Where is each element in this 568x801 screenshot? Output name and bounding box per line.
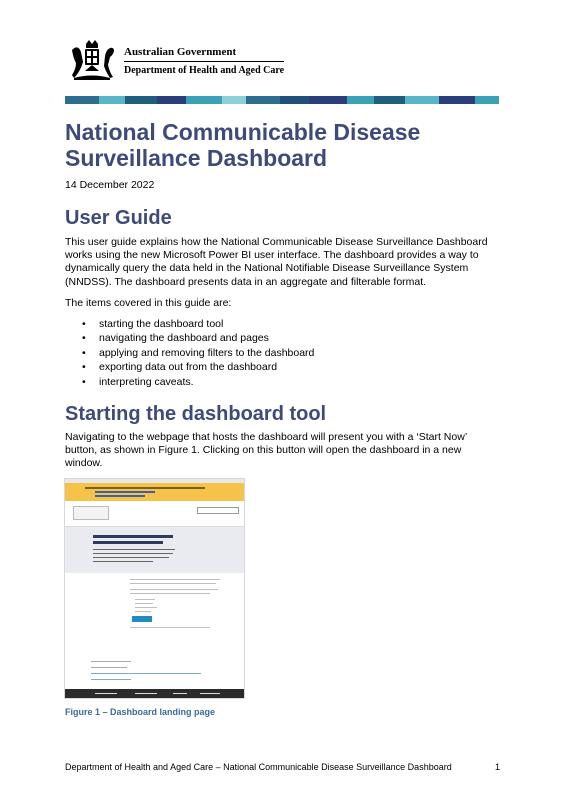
department-name: Department of Health and Aged Care <box>124 65 285 76</box>
page-number: 1 <box>495 762 501 772</box>
list-item: • applying and removing filters to the dashboard <box>65 346 314 360</box>
stripe-segment <box>405 96 439 104</box>
stripe-segment <box>280 96 309 104</box>
guide-items-list <box>65 317 314 389</box>
page-footer-text: Department of Health and Aged Care – National Communicable Disease Surveillance Dashboard <box>65 762 452 772</box>
stripe-segment <box>186 96 222 104</box>
figure-caption: Figure 1 – Dashboard landing page <box>65 707 216 717</box>
stripe-segment <box>125 96 156 104</box>
decorative-color-stripe <box>65 96 499 104</box>
stripe-segment <box>374 96 405 104</box>
document-title: National Communicable Disease Surveillance Dashboard <box>65 119 421 171</box>
dashboard-landing-page-screenshot <box>65 479 244 698</box>
list-item: • navigating the dashboard and pages <box>65 331 314 345</box>
document-date: 14 December 2022 <box>65 179 155 191</box>
intro-paragraph: This user guide explains how the National Communicable Disease Surveillance Dashboard works using the new Microsoft Power BI user interface. The dashboard provides a way to dynamically query the data held in the National Notifiable Disease Surveillance System (NNDSS). The dashboard presents data in an aggregate and filterable format. <box>65 236 488 288</box>
header-divider <box>124 61 284 62</box>
list-item: • exporting data out from the dashboard <box>65 360 314 374</box>
section-heading-starting-dashboard: Starting the dashboard tool <box>65 403 327 425</box>
stripe-segment <box>439 96 475 104</box>
list-item: • starting the dashboard tool <box>65 317 314 331</box>
items-intro-paragraph: The items covered in this guide are: <box>65 297 232 309</box>
stripe-segment <box>222 96 246 104</box>
stripe-segment <box>157 96 186 104</box>
stripe-segment <box>347 96 374 104</box>
coat-of-arms-logo <box>64 38 120 82</box>
list-item: • interpreting caveats. <box>65 375 314 389</box>
stripe-segment <box>475 96 499 104</box>
stripe-segment <box>99 96 126 104</box>
section-heading-user-guide: User Guide <box>65 207 172 229</box>
starting-paragraph: Navigating to the webpage that hosts the dashboard will present you with a ‘Start Now’ button, as shown in Figure 1. Clicking on this button will open the dashboard in a new window. <box>65 431 467 470</box>
stripe-segment <box>65 96 99 104</box>
government-name: Australian Government <box>124 46 237 58</box>
stripe-segment <box>246 96 280 104</box>
stripe-segment <box>309 96 348 104</box>
